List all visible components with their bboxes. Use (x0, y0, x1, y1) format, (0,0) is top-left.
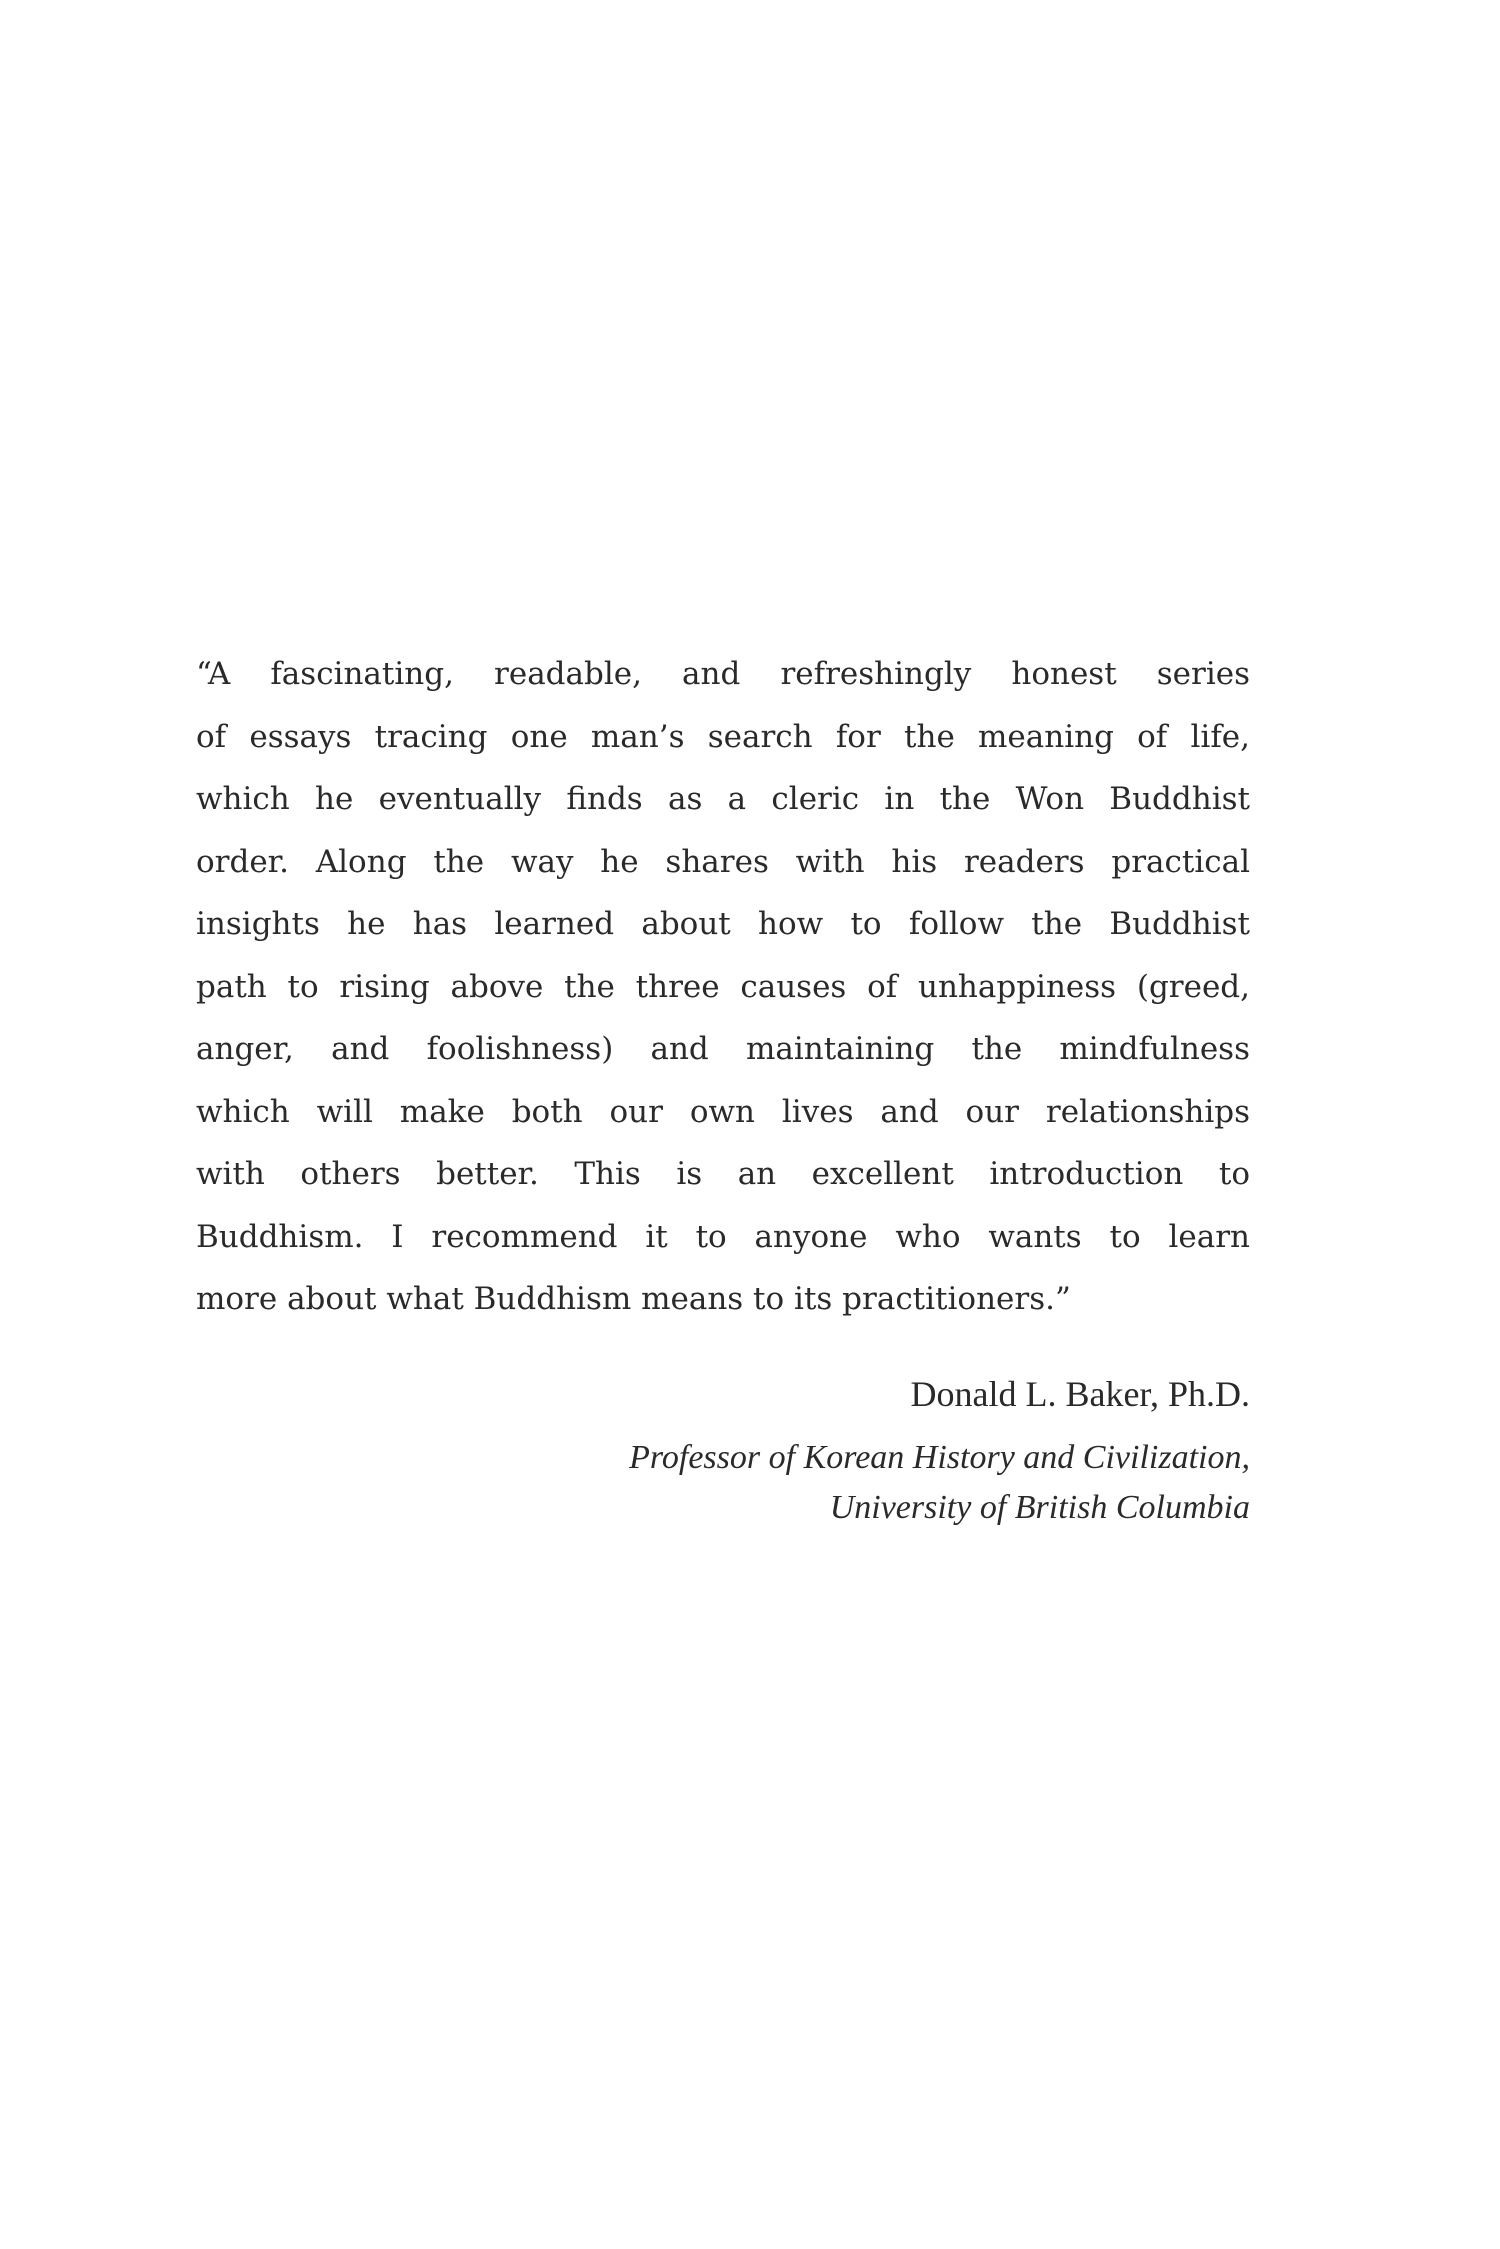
quote-line: order. Along the way he shares with his readers practical (196, 843, 1250, 880)
author-name: Donald L. Baker, Ph.D. (910, 1374, 1250, 1414)
testimonial-quote (196, 643, 1250, 1331)
author-institution: University of British Columbia (829, 1489, 1250, 1526)
quote-line: anger, and foolishness) and maintaining the mindfulness (196, 1031, 1250, 1067)
quote-line: with others better. This is an excellent introduction to (196, 1156, 1250, 1192)
quote-line: of essays tracing one man’s search for the meaning of life, (196, 718, 1250, 755)
quote-line: Buddhism. I recommend it to anyone who wants to learn (196, 1218, 1250, 1255)
quote-line: which will make both our own lives and our relationships (196, 1093, 1250, 1130)
quote-line: insights he has learned about how to follow the Buddhist (196, 906, 1250, 942)
quote-line: which he eventually finds as a cleric in the Won Buddhist (196, 781, 1250, 817)
author-position: Professor of Korean History and Civilization, (629, 1439, 1250, 1476)
quote-line: “A fascinating, readable, and refreshingly honest series (196, 656, 1250, 692)
testimonial-attribution (350, 1364, 1250, 1533)
quote-line: more about what Buddhism means to its practitioners.” (196, 1281, 1071, 1317)
quote-line: path to rising above the three causes of unhappiness (greed, (196, 968, 1250, 1005)
